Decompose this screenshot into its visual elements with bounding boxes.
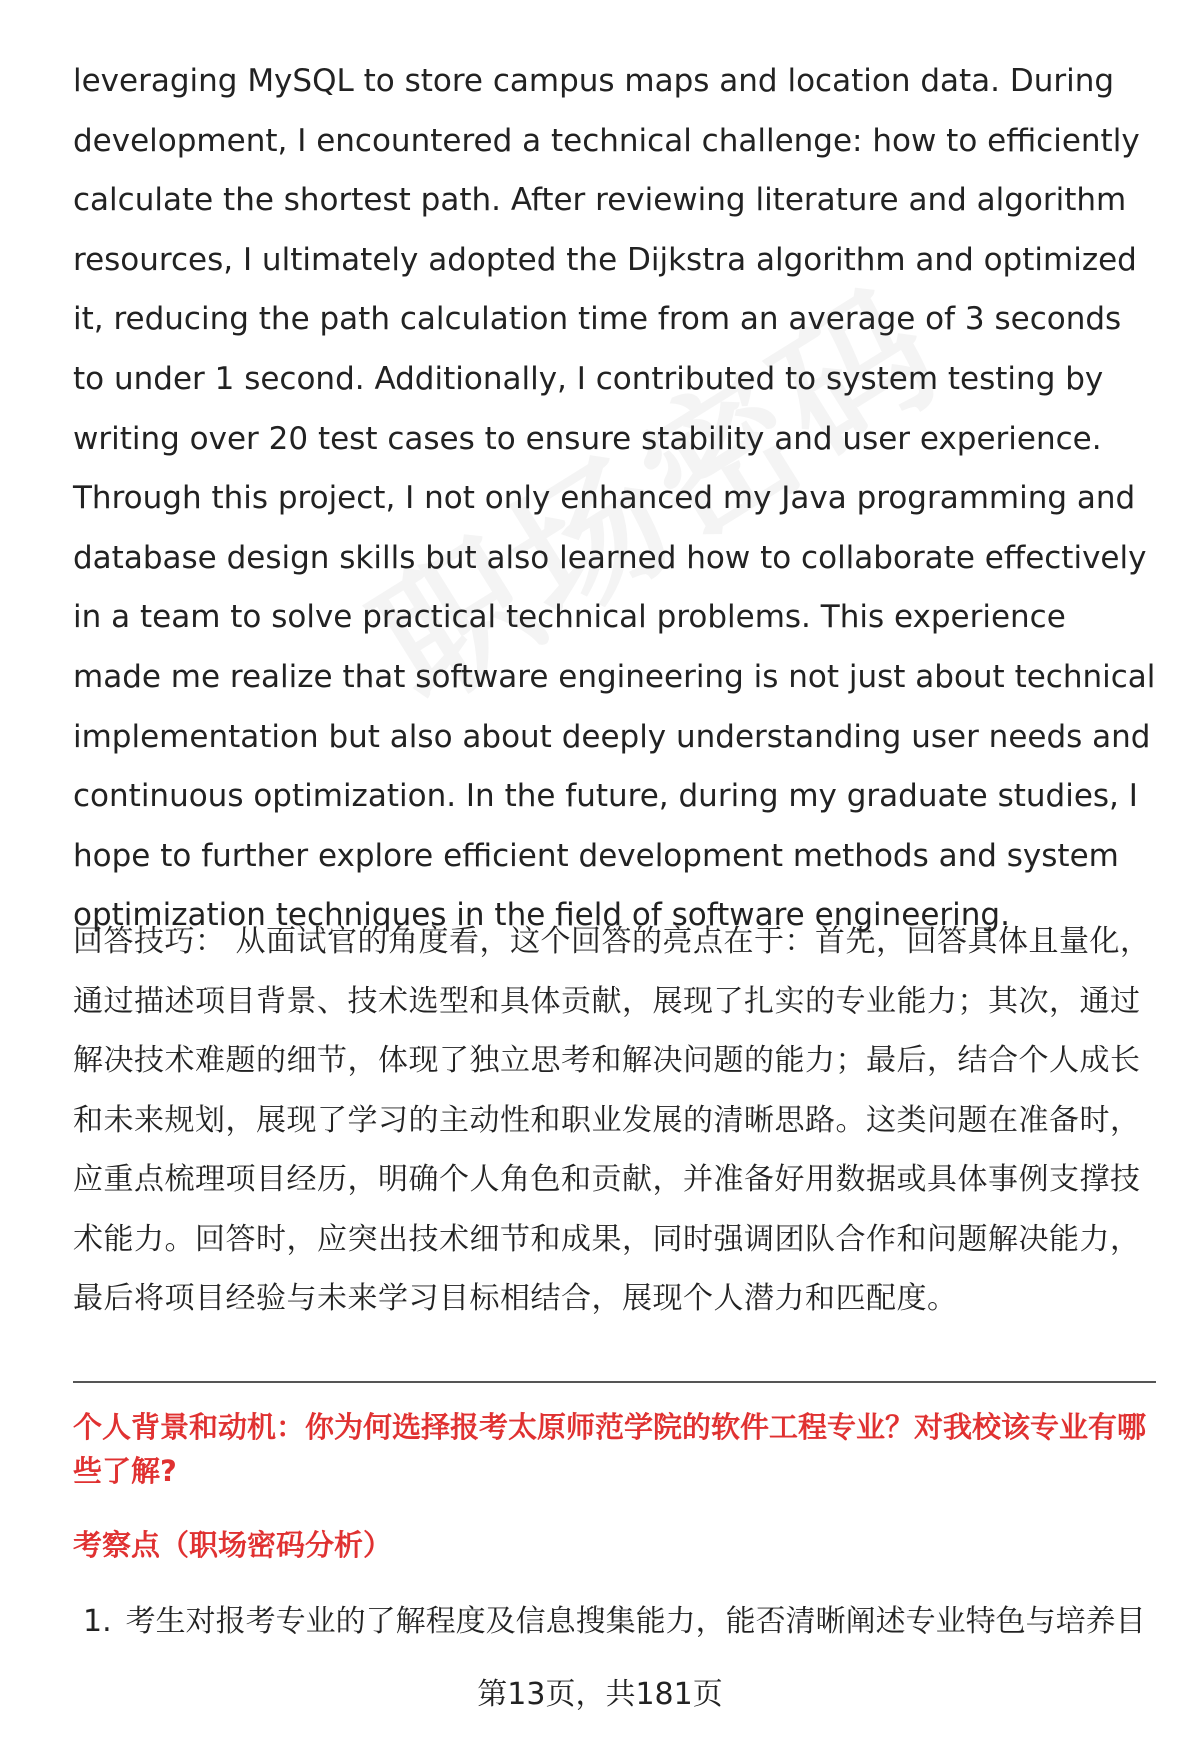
- answer-tip-paragraph: [73, 912, 1158, 1329]
- list-item-text: 考生对报考专业的了解程度及信息搜集能力，能否清晰阐述专业特色与培养目: [125, 1604, 1146, 1639]
- section-title: 考察点（职场密码分析）: [73, 1528, 393, 1562]
- tip-label: 回答技巧：: [73, 924, 226, 959]
- section-divider: [73, 1381, 1156, 1383]
- answer-paragraph: leveraging MySQL to store campus maps and location data. During development, I encountered a technical challenge: how to efficiently calculate the shortest path. After reviewing literature and algorithm resources, I ultimately adopted the Dijkstra algorithm and optimized it, reducing the path calculation time from an average of 3 seconds to under 1 second. Additionally, I contributed to system testing by writing over 20 test cases to ensure stability and user experience. Through this project, I not only enhanced my Java programming and database design skills but also learned how to collaborate effectively in a team to solve practical technical problems. This experience made me realize that software engineering is not just about technical implementation but also about deeply understanding user needs and continuous optimization. In the future, during my graduate studies, I hope to further explore efficient development methods and system optimization techniques in the field of software engineering.: [73, 63, 1156, 934]
- question-heading: 个人背景和动机：你为何选择报考太原师范学院的软件工程专业？对我校该专业有哪些了解?: [73, 1410, 1147, 1488]
- list-item: [83, 1600, 1163, 1644]
- tip-text: 从面试官的角度看，这个回答的亮点在于：首先，回答具体且量化，通过描述项目背景、技术选型和具体贡献，展现了扎实的专业能力；其次，通过解决技术难题的细节，体现了独立思考和解决问题的能力；最后，结合个人成长和未来规划，展现了学习的主动性和职业发展的清晰思路。这类问题在准备时，应重点梳理项目经历，明确个人角色和贡献，并准备好用数据或具体事例支撑技术能力。回答时，应突出技术细节和成果，同时强调团队合作和问题解决能力，最后将项目经验与未来学习目标相结合，展现个人潜力和匹配度。: [73, 924, 1151, 1316]
- list-item-number: 1.: [83, 1604, 112, 1639]
- page-footer: 第13页，共181页: [477, 1677, 723, 1712]
